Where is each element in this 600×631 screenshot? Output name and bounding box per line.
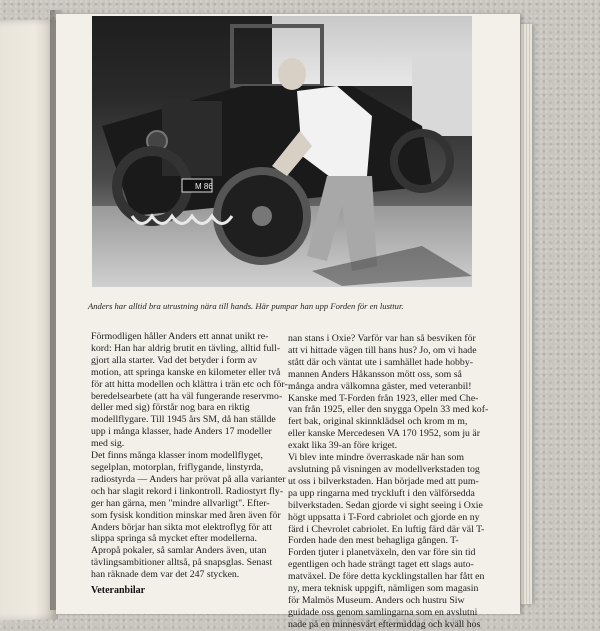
photo-man-pumping-tire-ford xyxy=(92,16,472,287)
text-line: Det finns många klasser inom modellflyget, xyxy=(91,450,263,462)
text-line: beredelsearbete (att ha väl fungerande reservmo- xyxy=(91,390,283,402)
text-line: avslutning på visningen av modellverkstaden tog xyxy=(288,463,480,475)
text-line: Forden hade den mest behagliga gången. T- xyxy=(288,535,459,547)
text-line: Förmodligen håller Anders ett annat unikt re- xyxy=(91,331,269,342)
text-line: med sig. xyxy=(91,438,125,450)
text-line: högt uppsatta i T-Ford cabriolet och gjorde en ny xyxy=(288,511,480,523)
text-line: Apropå pokaler, så samlar Anders även, utan xyxy=(91,545,267,557)
text-line: nan stans i Oxie? Varför var han så besviken för xyxy=(288,333,476,344)
text-line: Kanske med T-Forden från 1923, eller med Che- xyxy=(288,392,479,404)
text-line: att vi hittade vägen till hans hus? Jo, om vi hade xyxy=(288,344,477,356)
text-line: färd i Chevrolet cabriolet. En luftig färd där väl T- xyxy=(288,523,485,535)
text-line: ger han gärna, men "mindre allvarligt". Efter- xyxy=(91,497,270,509)
text-line: och har slagit rekord i linkontroll. Radiostyrt fly- xyxy=(91,485,284,497)
text-line: nade på en minnesvärt eftermiddag och kväll hos xyxy=(288,618,481,630)
text-line: han räknade dem var det 247 stycken. xyxy=(91,569,240,581)
text-line: många andra välkomna gäster, med veteranbil! xyxy=(288,380,472,392)
text-line: gjort alla starter. Vad det betyder i form av xyxy=(91,354,258,366)
text-line: kord: Han har aldrig brutit en tävling, alltid full- xyxy=(91,342,281,354)
text-line: Forden tjuter i planetväxeln, den var före sin tid xyxy=(288,547,476,559)
text-line: tävlingsambitioner alltså, på snapsglas. Senast xyxy=(91,557,273,569)
text-line: radiostyrda — Anders har prövat på alla varianter xyxy=(91,473,286,485)
text-line: för Malmös Museum. Anders och hustru Siw xyxy=(288,594,465,606)
text-line: fert bak, original skinnklädsel och krom m m, xyxy=(288,416,468,428)
text-line: ut oss i bilverkstaden. Han började med att pum- xyxy=(288,475,479,487)
text-line: egentligen och hade strängt taget ett slags auto- xyxy=(288,559,474,571)
photo-caption: Anders har alltid bra utrustning nära till hands. Här pumpar han upp Forden för en lusttur. xyxy=(88,301,404,311)
text-line: bilverkstaden. Sedan gjorde vi sight seeing i Oxie xyxy=(288,499,483,511)
text-line: Vi blev inte mindre överraskade när han som xyxy=(288,452,464,464)
text-line: guidade oss genom samlingarna som en avslutni xyxy=(288,606,478,618)
right-text-column xyxy=(288,333,489,631)
license-plate-text: M 86 xyxy=(195,182,213,191)
photo-illustration xyxy=(92,16,472,287)
left-text-column xyxy=(91,331,288,581)
text-line: motion, att springa kanske en kilometer eller två xyxy=(91,366,281,378)
text-line: för att hitta modellen och klättra i trän etc och för- xyxy=(91,378,288,390)
text-line: van från 1925, eller den snygga Opeln 33 med kof- xyxy=(288,404,489,416)
text-line: som fysisk kondition minskar med åren även för xyxy=(91,509,281,521)
text-line: pa upp ringarna med tryckluft i den välförsedda xyxy=(288,487,475,499)
text-line: exakt lika 39-an före kriget. xyxy=(288,440,398,452)
page-edges xyxy=(518,24,532,604)
text-line: matväxel. De före detta kycklingstallen har fått en xyxy=(288,571,485,583)
text-line: modellflygare. Till 1945 års SM, då han ställde xyxy=(91,414,276,426)
text-line: slippa springa så mycket efter modellerna. xyxy=(91,533,257,545)
text-line: deller med sig) förstår nog bara en riktig xyxy=(91,402,250,414)
text-line: ny, mera teknisk uppgift, nämligen som magasin xyxy=(288,583,479,595)
text-line: stått där och väntat ute i samhället hade hobby- xyxy=(288,356,473,368)
section-heading: Veteranbilar xyxy=(91,585,146,596)
text-line: eller kanske Mercedesen VA 170 1952, som ju är xyxy=(288,428,480,440)
text-line: segelplan, motorplan, friflygande, linstyrda, xyxy=(91,461,264,473)
text-line: mannen Anders Håkansson mött oss, som så xyxy=(288,368,462,380)
text-line: Anders börjar han sikta mot elektroflyg för att xyxy=(91,521,272,533)
text-line: upp i många klasser, hade Anders 17 modeller xyxy=(91,426,272,438)
